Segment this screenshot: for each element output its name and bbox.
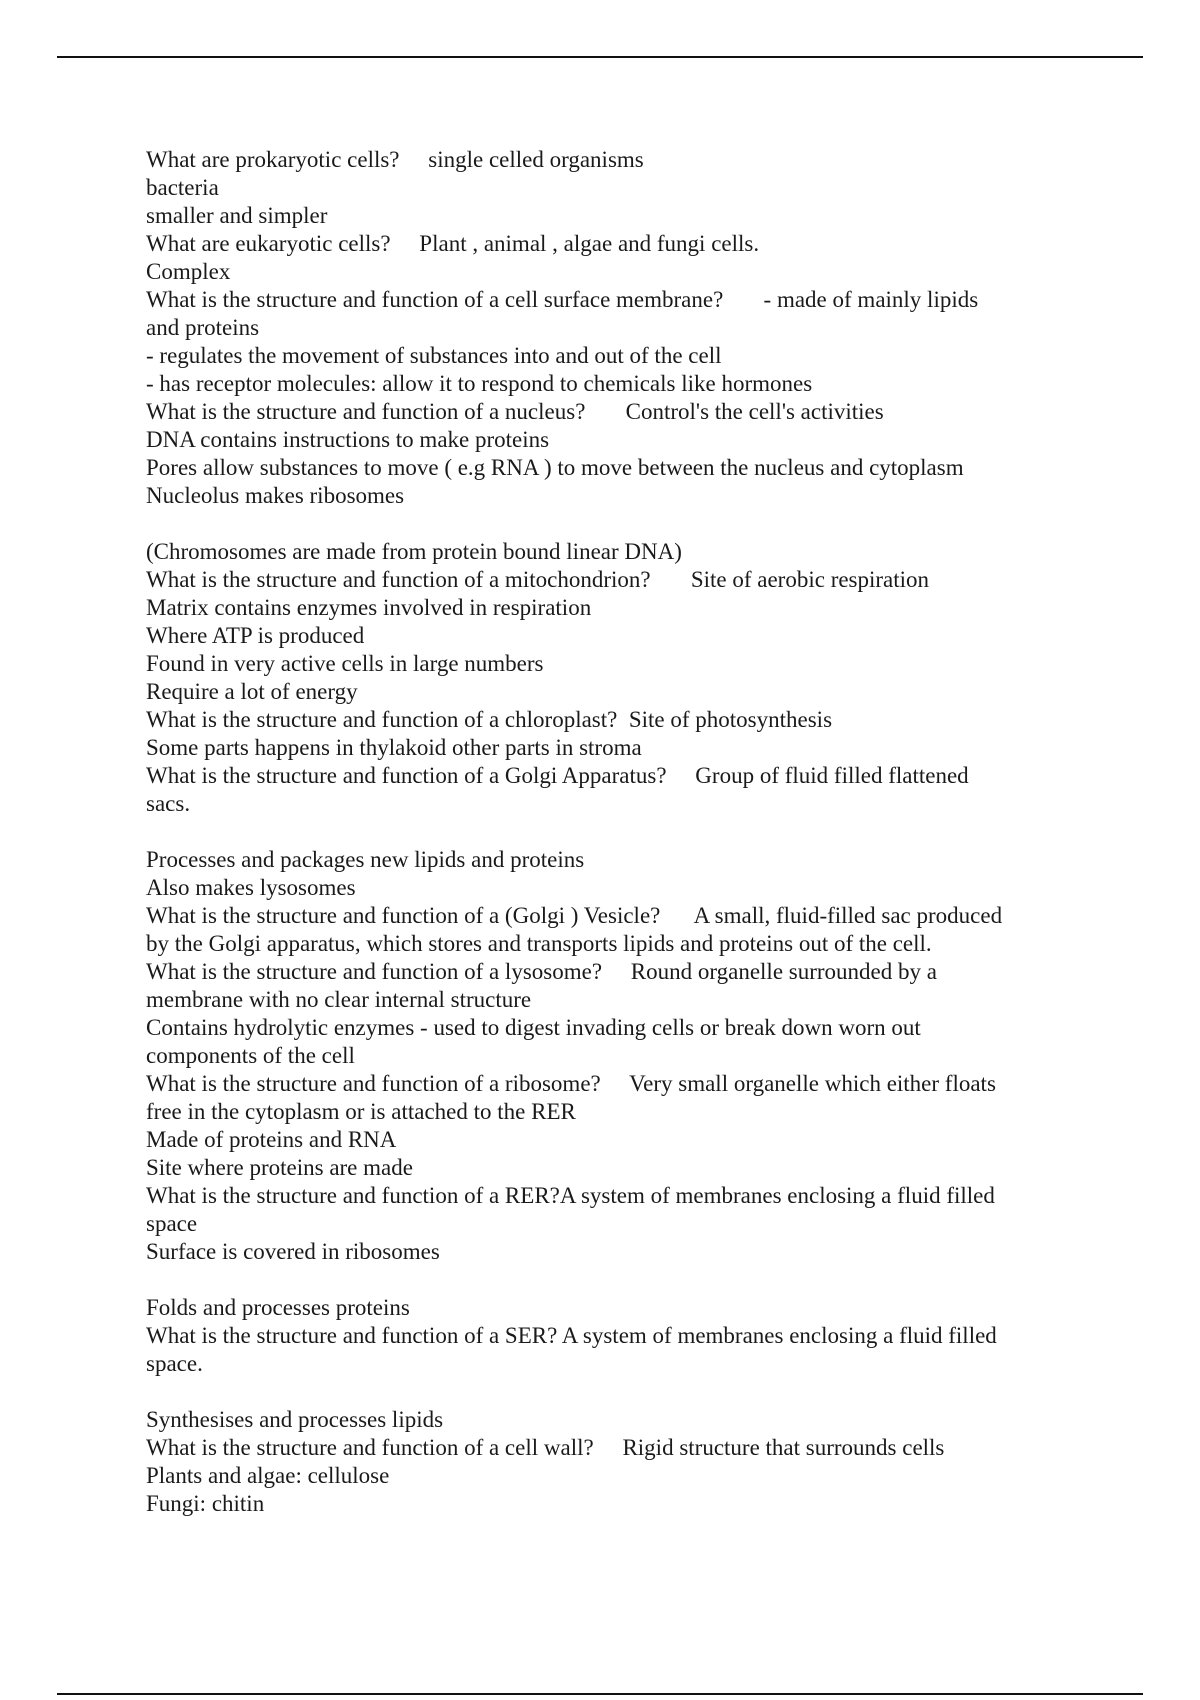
text-line: What is the structure and function of a chloroplast? Site of photosynthesis <box>146 707 833 732</box>
blank-line <box>146 818 1076 846</box>
text-line: and proteins <box>146 315 260 340</box>
text-line: What is the structure and function of a nucleus? Control's the cell's activities <box>146 399 884 424</box>
text-line: Complex <box>146 259 231 284</box>
text-line: What is the structure and function of a lysosome? Round organelle surrounded by a <box>146 959 937 984</box>
text-line: DNA contains instructions to make proteins <box>146 427 550 452</box>
text-line: Site where proteins are made <box>146 1155 413 1180</box>
text-line: - regulates the movement of substances into and out of the cell <box>146 343 722 368</box>
text-line: What are prokaryotic cells? single celled organisms <box>146 147 644 172</box>
text-line: Processes and packages new lipids and proteins <box>146 847 585 872</box>
blank-line <box>146 1266 1076 1294</box>
text-line: Some parts happens in thylakoid other parts in stroma <box>146 735 642 760</box>
text-line: by the Golgi apparatus, which stores and transports lipids and proteins out of the cell. <box>146 931 932 956</box>
text-line: Surface is covered in ribosomes <box>146 1239 440 1264</box>
text-line: Pores allow substances to move ( e.g RNA ) to move between the nucleus and cytoplasm <box>146 455 964 480</box>
blank-line <box>146 510 1076 538</box>
text-line: Also makes lysosomes <box>146 875 356 900</box>
text-line: What is the structure and function of a (Golgi ) Vesicle? A small, fluid-filled sac produced <box>146 903 1003 928</box>
text-line: What is the structure and function of a mitochondrion? Site of aerobic respiration <box>146 567 930 592</box>
text-line: free in the cytoplasm or is attached to the RER <box>146 1099 576 1124</box>
text-line: Matrix contains enzymes involved in respiration <box>146 595 592 620</box>
text-line: smaller and simpler <box>146 203 328 228</box>
text-line: What is the structure and function of a ribosome? Very small organelle which either floats <box>146 1071 996 1096</box>
header-rule <box>57 56 1143 58</box>
text-line: Made of proteins and RNA <box>146 1127 397 1152</box>
text-line: components of the cell <box>146 1043 355 1068</box>
text-line: space <box>146 1211 198 1236</box>
text-line: What is the structure and function of a Golgi Apparatus? Group of fluid filled flattened <box>146 763 969 788</box>
text-line: space. <box>146 1351 203 1376</box>
text-line: bacteria <box>146 175 219 200</box>
text-line: Contains hydrolytic enzymes - used to digest invading cells or break down worn out <box>146 1015 921 1040</box>
text-line: Nucleolus makes ribosomes <box>146 483 405 508</box>
text-line: What is the structure and function of a RER?A system of membranes enclosing a fluid filled <box>146 1183 995 1208</box>
text-line: (Chromosomes are made from protein bound linear DNA) <box>146 539 682 564</box>
text-line: What is the structure and function of a cell surface membrane? - made of mainly lipids <box>146 287 979 312</box>
text-line: membrane with no clear internal structure <box>146 987 532 1012</box>
text-line: Synthesises and processes lipids <box>146 1407 444 1432</box>
text-line: - has receptor molecules: allow it to respond to chemicals like hormones <box>146 371 813 396</box>
text-line: Plants and algae: cellulose <box>146 1463 390 1488</box>
text-line: Where ATP is produced <box>146 623 365 648</box>
text-line: sacs. <box>146 791 191 816</box>
footer-rule <box>57 1693 1143 1695</box>
text-line: Found in very active cells in large numbers <box>146 651 544 676</box>
text-line: Require a lot of energy <box>146 679 358 704</box>
text-line: What are eukaryotic cells? Plant , animal , algae and fungi cells. <box>146 231 760 256</box>
text-line: Folds and processes proteins <box>146 1295 410 1320</box>
blank-line <box>146 1378 1076 1406</box>
document-body <box>146 146 1076 1518</box>
text-line: What is the structure and function of a cell wall? Rigid structure that surrounds cells <box>146 1435 945 1460</box>
text-line: What is the structure and function of a SER? A system of membranes enclosing a fluid filled <box>146 1323 997 1348</box>
text-line: Fungi: chitin <box>146 1491 265 1516</box>
